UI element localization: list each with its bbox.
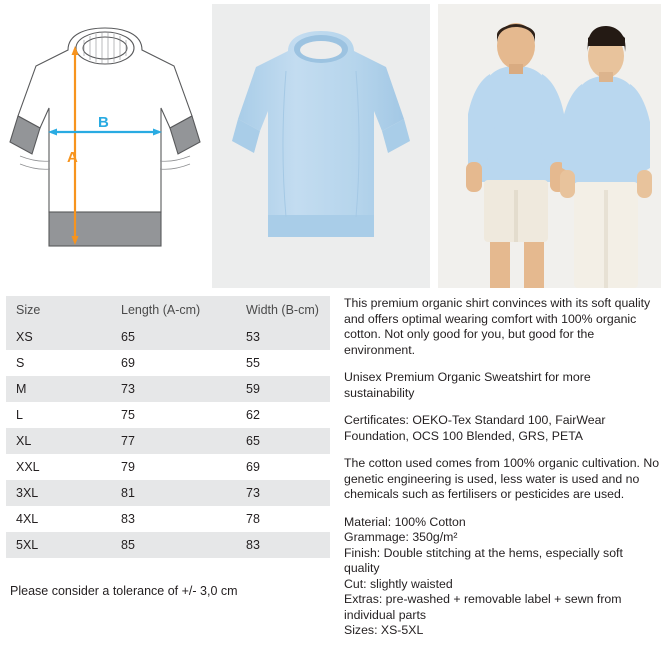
- cell-size: XS: [6, 324, 111, 350]
- cell-width: 53: [236, 324, 330, 350]
- spec-grammage: Grammage: 350g/m²: [344, 530, 458, 544]
- cell-length: 79: [111, 454, 236, 480]
- cell-size: 5XL: [6, 532, 111, 558]
- cell-length: 69: [111, 350, 236, 376]
- cell-length: 81: [111, 480, 236, 506]
- table-row: [6, 532, 330, 558]
- header-size: Size: [6, 296, 111, 324]
- table-row: [6, 324, 330, 350]
- description-paragraph-1: This premium organic shirt convinces with its soft quality and offers optimal wearing comfort with 100% organic cotton. Not only good for you, but good for the environment.: [344, 296, 651, 357]
- table-row: [6, 376, 330, 402]
- table-row: [6, 506, 330, 532]
- models-photo: [438, 4, 661, 288]
- cell-size: 4XL: [6, 506, 111, 532]
- cell-length: 85: [111, 532, 236, 558]
- cell-length: 65: [111, 324, 236, 350]
- cell-width: 78: [236, 506, 330, 532]
- table-row: [6, 350, 330, 376]
- cell-width: 62: [236, 402, 330, 428]
- cell-size: 3XL: [6, 480, 111, 506]
- product-details: [0, 288, 669, 639]
- tolerance-note: Please consider a tolerance of +/- 3,0 cm: [10, 584, 238, 598]
- cell-width: 73: [236, 480, 330, 506]
- cell-size: L: [6, 402, 111, 428]
- cell-size: S: [6, 350, 111, 376]
- measure-b-label: B: [98, 114, 109, 131]
- description-organic-cotton: The cotton used comes from 100% organic cultivation. No genetic engineering is used, less water is used and no chemicals such as fertilisers or pesticides are used.: [344, 456, 660, 501]
- header-width: Width (B-cm): [236, 296, 330, 324]
- spec-cut: Cut: slightly waisted: [344, 576, 453, 591]
- size-table-column: [6, 296, 336, 639]
- measure-a-label: A: [67, 149, 78, 166]
- technical-drawing-svg: [6, 4, 204, 288]
- technical-drawing-panel: [6, 4, 204, 288]
- flat-product-photo: [212, 4, 430, 288]
- flat-sweatshirt-svg: [216, 11, 426, 281]
- models-illustration: [438, 4, 661, 288]
- cell-length: 75: [111, 402, 236, 428]
- header-length: Length (A-cm): [111, 296, 236, 324]
- spec-finish: Finish: Double stitching at the hems, especially soft quality: [344, 545, 623, 575]
- size-table-header-row: [6, 296, 330, 324]
- cell-size: XL: [6, 428, 111, 454]
- description-certificates: Certificates: OEKO-Tex Standard 100, FairWear Foundation, OCS 100 Blended, GRS, PETA: [344, 413, 606, 443]
- table-row: [6, 402, 330, 428]
- cell-width: 65: [236, 428, 330, 454]
- description-paragraph-2: Unisex Premium Organic Sweatshirt for more sustainability: [344, 370, 591, 400]
- description-specs: [344, 515, 661, 639]
- spec-material: Material: 100% Cotton: [344, 514, 466, 529]
- hem-ribbing: [49, 212, 161, 246]
- cell-length: 73: [111, 376, 236, 402]
- table-row: [6, 454, 330, 480]
- cell-width: 83: [236, 532, 330, 558]
- cell-length: 83: [111, 506, 236, 532]
- cell-length: 77: [111, 428, 236, 454]
- size-table: [6, 296, 330, 558]
- product-image-row: [0, 0, 669, 288]
- cell-width: 69: [236, 454, 330, 480]
- table-row: [6, 480, 330, 506]
- spec-extras: Extras: pre-washed + removable label + sewn from individual parts: [344, 592, 622, 622]
- cell-width: 55: [236, 350, 330, 376]
- spec-sizes: Sizes: XS-5XL: [344, 623, 424, 637]
- cell-size: XXL: [6, 454, 111, 480]
- description-column: [336, 296, 661, 639]
- cell-size: M: [6, 376, 111, 402]
- cell-width: 59: [236, 376, 330, 402]
- table-row: [6, 428, 330, 454]
